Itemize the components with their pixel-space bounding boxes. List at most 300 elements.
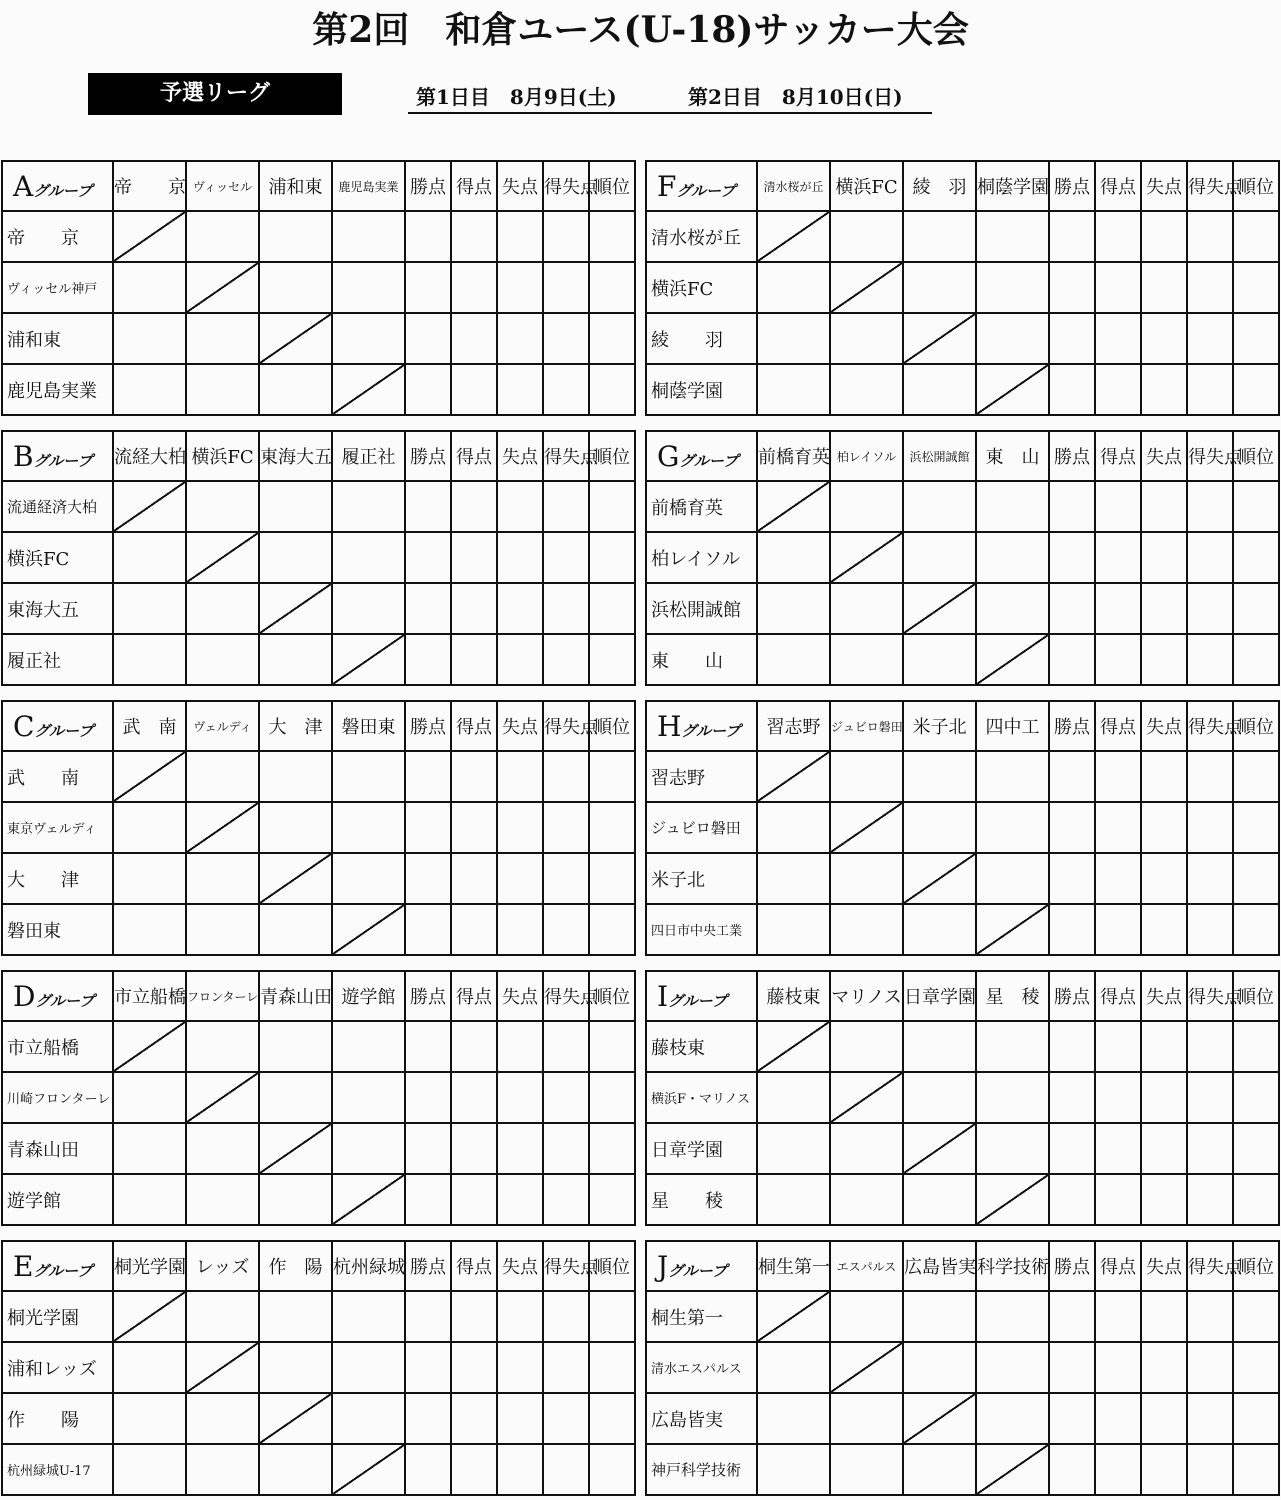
result-cell [186, 481, 259, 532]
team-row [2, 1291, 635, 1342]
group-header-row [646, 1241, 1279, 1291]
stat-cell [497, 1123, 543, 1174]
self-match-cell [903, 1393, 976, 1444]
result-cell [830, 751, 903, 802]
self-match-cell [186, 802, 259, 853]
stat-cell [1233, 1072, 1279, 1123]
stat-cell [589, 1393, 635, 1444]
stat-cell [543, 1291, 589, 1342]
stat-header: 得点 [1095, 1241, 1141, 1291]
group-name [2, 431, 113, 481]
stat-cell [1141, 532, 1187, 583]
column-team: 広島皆実 [903, 1241, 976, 1291]
stat-header: 勝点 [405, 1241, 451, 1291]
group-table-d [1, 970, 636, 1226]
result-cell [757, 262, 830, 313]
result-cell [830, 1021, 903, 1072]
result-cell [259, 1021, 332, 1072]
stat-cell [1049, 1123, 1095, 1174]
result-cell [113, 532, 186, 583]
column-team: 四中工 [976, 701, 1049, 751]
stat-cell [1233, 634, 1279, 685]
stat-header: 順位 [1233, 161, 1279, 211]
stat-cell [497, 853, 543, 904]
row-team: 武 南 [2, 751, 113, 802]
stat-cell [1049, 1342, 1095, 1393]
result-cell [757, 583, 830, 634]
result-cell [757, 1174, 830, 1225]
result-cell [757, 532, 830, 583]
result-cell [757, 802, 830, 853]
result-cell [757, 1342, 830, 1393]
stat-header: 勝点 [405, 701, 451, 751]
stat-header: 失点 [1141, 1241, 1187, 1291]
column-team: 桐生第一 [757, 1241, 830, 1291]
column-team: レッズ [186, 1241, 259, 1291]
column-team: 鹿児島実業 [332, 161, 405, 211]
group-table-a [1, 160, 636, 416]
stat-header: 得失点 [1187, 431, 1233, 481]
result-cell [830, 211, 903, 262]
stat-cell [1049, 532, 1095, 583]
stat-cell [543, 634, 589, 685]
group-suffix: グループ [679, 451, 739, 470]
self-match-cell [976, 1444, 1049, 1495]
stat-cell [405, 853, 451, 904]
result-cell [903, 262, 976, 313]
stat-cell [1233, 262, 1279, 313]
row-team: 横浜FC [646, 262, 757, 313]
group-letter: H [657, 709, 682, 743]
team-row [2, 1342, 635, 1393]
team-row [646, 634, 1279, 685]
self-match-cell [903, 583, 976, 634]
team-row [646, 532, 1279, 583]
group-table-g [645, 430, 1280, 686]
stat-header: 得点 [1095, 701, 1141, 751]
stat-header: 得点 [1095, 431, 1141, 481]
row-team: 杭州緑城U-17 [2, 1444, 113, 1495]
column-team: 遊学館 [332, 971, 405, 1021]
stat-cell [589, 583, 635, 634]
result-cell [976, 751, 1049, 802]
group-suffix: グループ [34, 721, 94, 740]
self-match-cell [830, 802, 903, 853]
stat-cell [543, 211, 589, 262]
stat-cell [1233, 853, 1279, 904]
self-match-cell [757, 211, 830, 262]
column-team: 前橋育英 [757, 431, 830, 481]
result-cell [976, 853, 1049, 904]
stat-cell [543, 481, 589, 532]
row-team: 柏レイソル [646, 532, 757, 583]
stat-header: 勝点 [1049, 161, 1095, 211]
stat-cell [1049, 583, 1095, 634]
result-cell [186, 904, 259, 955]
result-cell [976, 262, 1049, 313]
team-row [646, 1342, 1279, 1393]
result-cell [186, 364, 259, 415]
self-match-cell [113, 1291, 186, 1342]
result-cell [757, 1444, 830, 1495]
stat-header: 順位 [589, 431, 635, 481]
result-cell [259, 904, 332, 955]
stat-cell [405, 904, 451, 955]
column-team: 習志野 [757, 701, 830, 751]
stat-cell [1187, 481, 1233, 532]
column-team: 横浜FC [830, 161, 903, 211]
result-cell [259, 262, 332, 313]
result-cell [830, 1291, 903, 1342]
stat-cell [405, 1072, 451, 1123]
result-cell [976, 1291, 1049, 1342]
stat-cell [497, 1072, 543, 1123]
result-cell [186, 583, 259, 634]
stat-cell [497, 1393, 543, 1444]
stat-cell [405, 532, 451, 583]
stat-cell [1233, 1291, 1279, 1342]
stat-cell [1187, 313, 1233, 364]
stat-cell [1049, 1174, 1095, 1225]
result-cell [113, 1174, 186, 1225]
group-name [646, 1241, 757, 1291]
stat-header: 得失点 [1187, 971, 1233, 1021]
stat-cell [1187, 634, 1233, 685]
group-letter: A [13, 169, 34, 203]
group-letter: G [657, 439, 680, 473]
result-cell [113, 1444, 186, 1495]
stat-cell [589, 262, 635, 313]
group-table-i [645, 970, 1280, 1226]
stat-cell [497, 634, 543, 685]
team-row [646, 751, 1279, 802]
team-row [2, 211, 635, 262]
result-cell [757, 904, 830, 955]
result-cell [113, 583, 186, 634]
team-row [646, 802, 1279, 853]
row-team: 鹿児島実業 [2, 364, 113, 415]
team-row [646, 313, 1279, 364]
group-table-h [645, 700, 1280, 956]
stat-cell [405, 802, 451, 853]
team-row [2, 532, 635, 583]
result-cell [113, 364, 186, 415]
stat-cell [1141, 904, 1187, 955]
stat-cell [1049, 904, 1095, 955]
stat-cell [543, 853, 589, 904]
stat-header: 失点 [1141, 431, 1187, 481]
stat-cell [497, 262, 543, 313]
stat-cell [1141, 211, 1187, 262]
stat-cell [1187, 1123, 1233, 1174]
result-cell [113, 802, 186, 853]
result-cell [903, 364, 976, 415]
result-cell [903, 1291, 976, 1342]
group-name [2, 161, 113, 211]
result-cell [903, 481, 976, 532]
column-team: 横浜FC [186, 431, 259, 481]
stat-cell [589, 211, 635, 262]
stat-header: 失点 [1141, 971, 1187, 1021]
stat-header: 得失点 [1187, 701, 1233, 751]
stat-cell [451, 313, 497, 364]
stat-cell [1141, 364, 1187, 415]
stat-cell [543, 1174, 589, 1225]
row-team: 綾 羽 [646, 313, 757, 364]
row-team: 浜松開誠館 [646, 583, 757, 634]
stat-cell [1141, 481, 1187, 532]
stat-cell [1095, 364, 1141, 415]
stat-cell [1233, 1123, 1279, 1174]
stat-cell [1141, 853, 1187, 904]
stat-cell [1141, 1174, 1187, 1225]
stat-cell [451, 751, 497, 802]
result-cell [830, 1393, 903, 1444]
stat-cell [451, 802, 497, 853]
stat-cell [1049, 1072, 1095, 1123]
stat-cell [589, 802, 635, 853]
self-match-cell [332, 1174, 405, 1225]
stat-cell [405, 1291, 451, 1342]
column-team: 作 陽 [259, 1241, 332, 1291]
row-team: 帝 京 [2, 211, 113, 262]
stat-cell [1095, 904, 1141, 955]
stat-header: 得点 [451, 431, 497, 481]
result-cell [830, 313, 903, 364]
stat-cell [497, 532, 543, 583]
result-cell [903, 751, 976, 802]
column-team: 綾 羽 [903, 161, 976, 211]
result-cell [903, 211, 976, 262]
result-cell [903, 1072, 976, 1123]
stat-cell [1095, 583, 1141, 634]
stat-cell [1095, 1393, 1141, 1444]
row-team: ヴィッセル神戸 [2, 262, 113, 313]
stat-cell [1187, 364, 1233, 415]
group-suffix: グループ [676, 181, 736, 200]
row-team: 青森山田 [2, 1123, 113, 1174]
stat-cell [1233, 1444, 1279, 1495]
stat-header: 得失点 [543, 161, 589, 211]
result-cell [757, 1123, 830, 1174]
stat-cell [543, 1393, 589, 1444]
stat-cell [1095, 313, 1141, 364]
result-cell [332, 853, 405, 904]
team-row [646, 1021, 1279, 1072]
day1-date: 第1日目 8月9日(土) [416, 85, 617, 109]
result-cell [186, 1021, 259, 1072]
row-team: 桐蔭学園 [646, 364, 757, 415]
stat-cell [405, 481, 451, 532]
column-team: 藤枝東 [757, 971, 830, 1021]
stat-header: 失点 [497, 1241, 543, 1291]
stat-cell [1095, 634, 1141, 685]
result-cell [113, 313, 186, 364]
result-cell [259, 751, 332, 802]
stat-cell [1095, 1342, 1141, 1393]
stat-cell [1187, 583, 1233, 634]
stat-cell [1141, 1393, 1187, 1444]
team-row [646, 1174, 1279, 1225]
row-team: ジュビロ磐田 [646, 802, 757, 853]
result-cell [113, 262, 186, 313]
row-team: 星 稜 [646, 1174, 757, 1225]
self-match-cell [332, 364, 405, 415]
stat-cell [1187, 1342, 1233, 1393]
self-match-cell [757, 1021, 830, 1072]
result-cell [186, 1174, 259, 1225]
result-cell [113, 1072, 186, 1123]
stat-header: 勝点 [1049, 971, 1095, 1021]
stat-cell [451, 1021, 497, 1072]
stat-cell [1141, 583, 1187, 634]
stat-cell [497, 481, 543, 532]
column-team: 柏レイソル [830, 431, 903, 481]
stat-cell [497, 751, 543, 802]
result-cell [976, 313, 1049, 364]
team-row [2, 751, 635, 802]
stat-header: 得点 [451, 971, 497, 1021]
stat-cell [1233, 751, 1279, 802]
self-match-cell [976, 364, 1049, 415]
stat-cell [405, 751, 451, 802]
stat-cell [589, 1291, 635, 1342]
self-match-cell [186, 1072, 259, 1123]
group-header-row [646, 161, 1279, 211]
stat-cell [451, 583, 497, 634]
stat-cell [1095, 1174, 1141, 1225]
result-cell [332, 262, 405, 313]
result-cell [113, 853, 186, 904]
stat-cell [543, 364, 589, 415]
stat-cell [451, 481, 497, 532]
column-team: 東海大五 [259, 431, 332, 481]
team-row [2, 1393, 635, 1444]
column-team: 東 山 [976, 431, 1049, 481]
result-cell [830, 1123, 903, 1174]
stat-cell [589, 1123, 635, 1174]
row-team: 東 山 [646, 634, 757, 685]
stat-header: 得失点 [543, 1241, 589, 1291]
result-cell [332, 1393, 405, 1444]
stat-cell [1049, 211, 1095, 262]
result-cell [332, 313, 405, 364]
group-suffix: グループ [668, 991, 727, 1010]
self-match-cell [259, 1393, 332, 1444]
self-match-cell [757, 751, 830, 802]
team-row [2, 583, 635, 634]
stat-cell [1187, 532, 1233, 583]
column-team: フロンターレ [186, 971, 259, 1021]
stat-cell [1095, 853, 1141, 904]
stat-cell [1141, 1342, 1187, 1393]
stat-cell [1049, 313, 1095, 364]
stat-cell [497, 364, 543, 415]
stat-cell [543, 313, 589, 364]
result-cell [903, 904, 976, 955]
stat-cell [1095, 262, 1141, 313]
row-team: 藤枝東 [646, 1021, 757, 1072]
row-team: 作 陽 [2, 1393, 113, 1444]
stat-cell [451, 1393, 497, 1444]
stat-cell [405, 1021, 451, 1072]
stat-header: 順位 [1233, 431, 1279, 481]
stat-cell [405, 1123, 451, 1174]
row-team: 四日市中央工業 [646, 904, 757, 955]
row-team: 神戸科学技術 [646, 1444, 757, 1495]
stat-cell [589, 1174, 635, 1225]
self-match-cell [332, 1444, 405, 1495]
stat-cell [1095, 802, 1141, 853]
stat-cell [1187, 802, 1233, 853]
stat-cell [1095, 532, 1141, 583]
column-team: 科学技術 [976, 1241, 1049, 1291]
self-match-cell [186, 532, 259, 583]
result-cell [903, 634, 976, 685]
result-cell [259, 802, 332, 853]
self-match-cell [186, 1342, 259, 1393]
stat-cell [1187, 1444, 1233, 1495]
stat-cell [405, 262, 451, 313]
row-team: 東海大五 [2, 583, 113, 634]
stat-cell [1187, 262, 1233, 313]
result-cell [757, 1393, 830, 1444]
result-cell [186, 634, 259, 685]
stat-cell [1233, 364, 1279, 415]
stat-cell [1187, 853, 1233, 904]
result-cell [186, 211, 259, 262]
column-team: 流経大柏 [113, 431, 186, 481]
self-match-cell [113, 211, 186, 262]
stat-header: 順位 [589, 971, 635, 1021]
column-team: ヴェルディ [186, 701, 259, 751]
stat-cell [497, 313, 543, 364]
stat-cell [451, 211, 497, 262]
schedule-dates [408, 76, 932, 114]
day2-date: 第2日目 8月10日(日) [688, 85, 903, 109]
team-row [2, 802, 635, 853]
result-cell [186, 1393, 259, 1444]
result-cell [259, 364, 332, 415]
row-team: 遊学館 [2, 1174, 113, 1225]
stat-cell [451, 1342, 497, 1393]
stat-header: 勝点 [1049, 701, 1095, 751]
stat-cell [405, 1174, 451, 1225]
self-match-cell [332, 634, 405, 685]
column-team: 桐光学園 [113, 1241, 186, 1291]
result-cell [259, 532, 332, 583]
stat-cell [497, 802, 543, 853]
stat-cell [1049, 1021, 1095, 1072]
result-cell [757, 313, 830, 364]
result-cell [186, 1291, 259, 1342]
stat-cell [1049, 262, 1095, 313]
team-row [2, 1123, 635, 1174]
column-team: エスパルス [830, 1241, 903, 1291]
team-row [646, 1444, 1279, 1495]
stat-cell [589, 364, 635, 415]
stat-cell [1233, 532, 1279, 583]
stat-cell [1187, 751, 1233, 802]
stat-header: 失点 [497, 431, 543, 481]
stat-cell [1095, 1072, 1141, 1123]
result-cell [186, 1444, 259, 1495]
stat-cell [1233, 1393, 1279, 1444]
team-row [2, 904, 635, 955]
result-cell [976, 1393, 1049, 1444]
result-cell [903, 802, 976, 853]
result-cell [259, 634, 332, 685]
